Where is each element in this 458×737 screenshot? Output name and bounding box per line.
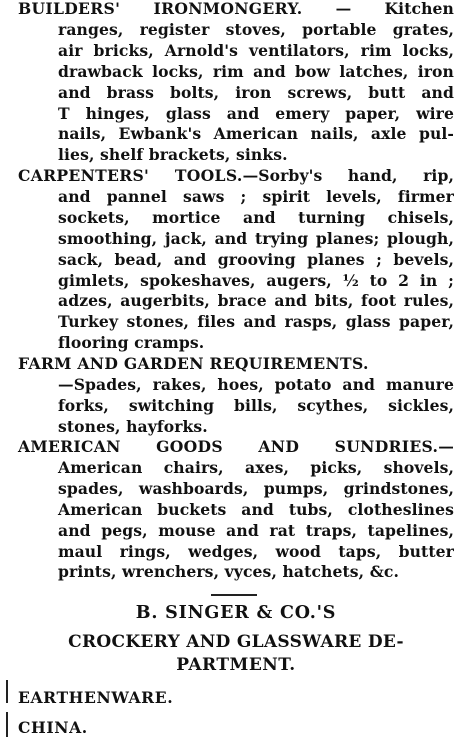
department-heading-line-1: CROCKERY AND GLASSWARE DE- (68, 632, 404, 652)
section-line: air bricks, Arnold's ventilators, rim locks, (58, 40, 454, 60)
section-line: ranges, register stoves, portable grates, (58, 19, 454, 39)
section-line: forks, switching bills, scythes, sickles, (58, 395, 454, 415)
section-heading: FARM AND GARDEN REQUIREMENTS. (18, 354, 369, 373)
firm-name: B. SINGER & CO.'S (135, 603, 337, 623)
margin-rule (6, 680, 8, 703)
section-text: — (438, 437, 454, 456)
section-line: flooring cramps. (58, 333, 205, 353)
section-line: and pegs, mouse and rat traps, tapelines, (58, 520, 454, 540)
section-text: — Kitchen (335, 0, 454, 18)
section-line: sockets, mortice and turning chisels, (58, 207, 454, 227)
section-line: gimlets, spokeshaves, augers, ½ to 2 in ; (58, 270, 454, 290)
section-line: adzes, augerbits, brace and bits, foot rules, (58, 291, 454, 311)
section-heading: BUILDERS' IRONMONGERY. (18, 0, 303, 18)
item-china: CHINA. (18, 718, 88, 737)
section-line: nails, Ewbank's American nails, axle pul- (58, 124, 454, 144)
item-earthenware: EARTHENWARE. (18, 688, 174, 707)
section-heading: AMERICAN GOODS AND SUNDRIES. (18, 437, 439, 456)
section-farm-garden (18, 354, 454, 438)
margin-rule (6, 712, 8, 737)
section-line: sack, bead, and grooving planes ; bevels, (58, 249, 454, 269)
section-line: T hinges, glass and emery paper, wire (58, 103, 454, 123)
section-builders-ironmongery (18, 0, 454, 166)
section-heading: CARPENTERS' TOOLS. (18, 166, 243, 185)
section-text: —Sorby's hand, rip, (242, 166, 454, 185)
section-line: smoothing, jack, and trying planes; plough, (58, 228, 454, 248)
section-line: lies, shelf brackets, sinks. (58, 145, 288, 165)
section-carpenters-tools (18, 166, 454, 354)
section-line: stones, hayforks. (58, 416, 208, 436)
section-line: drawback locks, rim and bow latches, iron (58, 61, 454, 81)
section-line: —Spades, rakes, hoes, potato and manure (58, 374, 454, 394)
section-line: Turkey stones, files and rasps, glass paper, (58, 312, 454, 332)
section-line: and brass bolts, iron screws, butt and (58, 82, 454, 102)
section-first-line (18, 166, 454, 187)
section-american-goods (18, 437, 454, 583)
section-first-line (18, 354, 454, 375)
section-line: and pannel saws ; spirit levels, firmer (58, 186, 454, 206)
section-first-line (18, 0, 454, 20)
department-heading-line-2: PARTMENT. (176, 655, 296, 675)
section-line: maul rings, wedges, wood taps, butter (58, 541, 454, 561)
divider-rule (211, 594, 257, 596)
section-line: American buckets and tubs, clotheslines (58, 499, 454, 519)
section-line: prints, wrenchers, vyces, hatchets, &c. (58, 562, 400, 582)
section-line: American chairs, axes, picks, shovels, (58, 457, 454, 477)
section-line: spades, washboards, pumps, grindstones, (58, 478, 454, 498)
section-first-line (18, 437, 454, 458)
